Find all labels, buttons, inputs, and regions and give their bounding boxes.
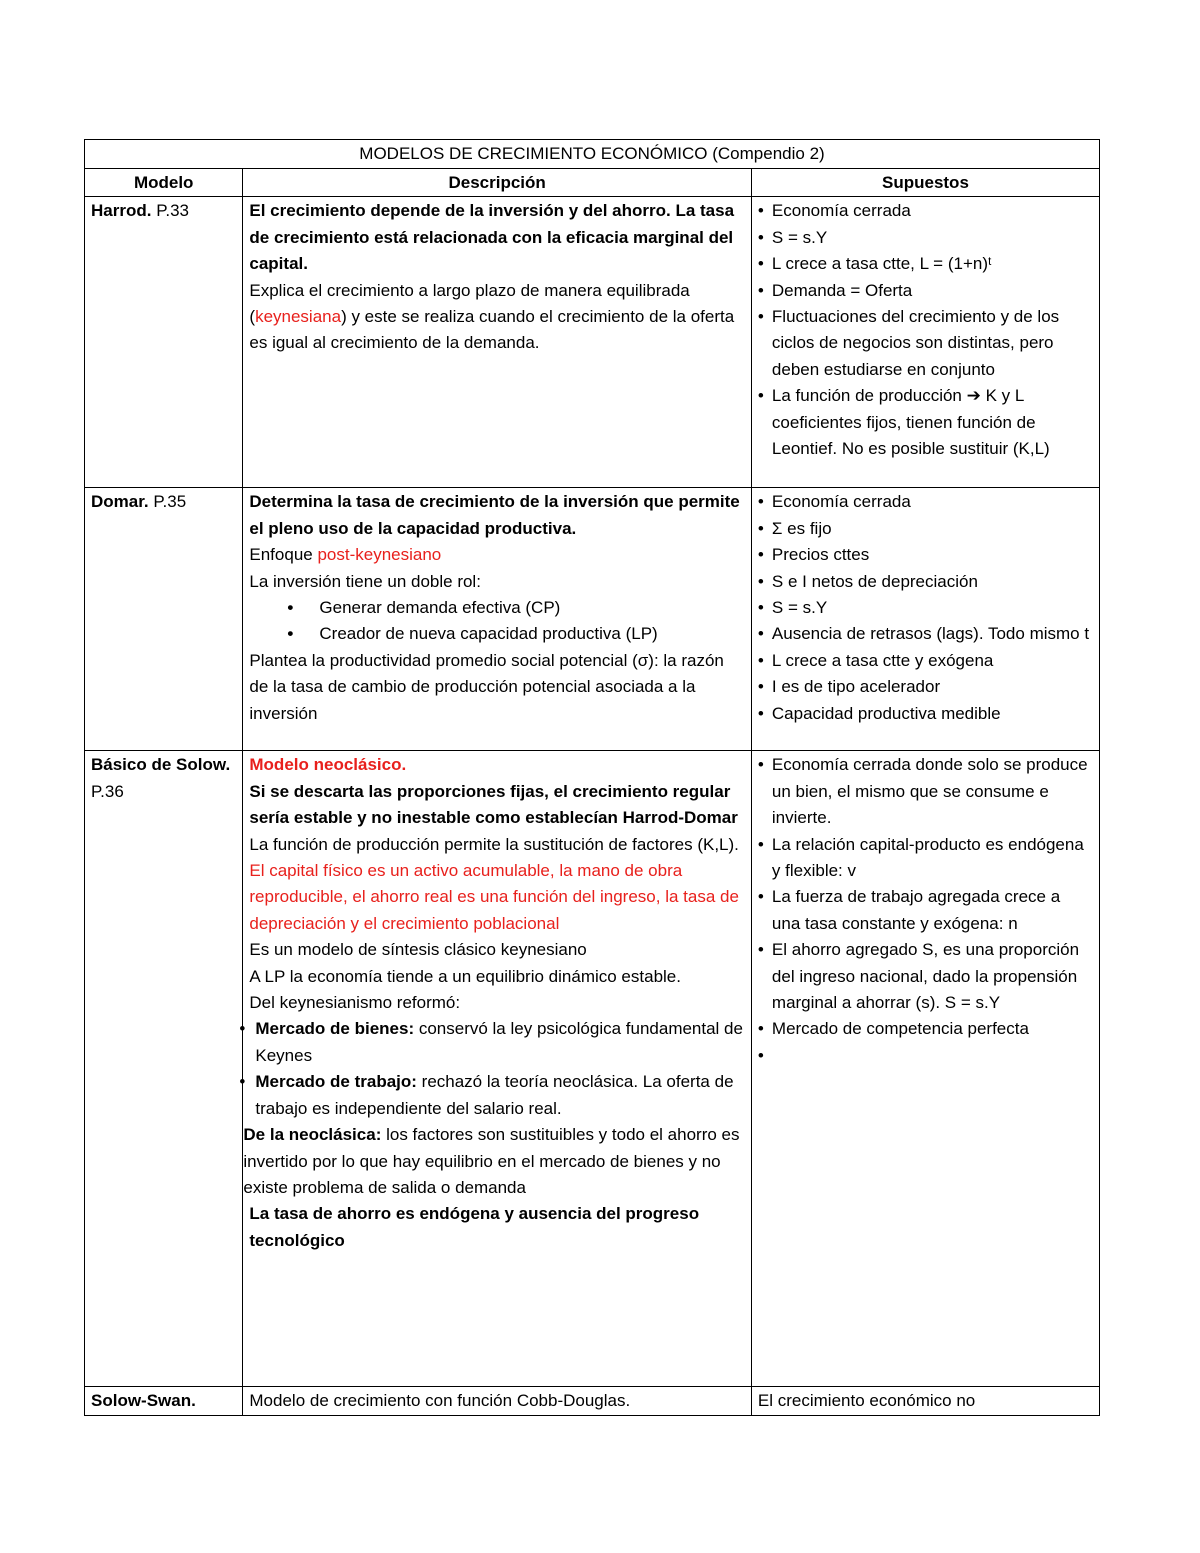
assumptions-list-solow-basic bbox=[758, 752, 1093, 1069]
list-item: • Ausencia de retrasos (lags). Todo mismo t bbox=[758, 621, 1093, 647]
list-item: • El ahorro agregado S, es una proporción del ingreso nacional, dado la propensión marginal a ahorrar (s). S = s.Y bbox=[758, 937, 1093, 1016]
solow-desc-red: El capital físico es un activo acumulable, la mano de obra reproducible, el ahorro real es una función del ingreso, la tasa de depreciación y el crecimiento poblacional bbox=[249, 861, 739, 933]
model-name: Básico de Solow. bbox=[91, 755, 231, 775]
header-description: Descripción bbox=[243, 169, 752, 197]
domar-approach-red: post-keynesiano bbox=[317, 545, 442, 565]
domar-desc-end: Plantea la productividad promedio social potencial (σ): la razón de la tasa de cambio de producción potencial asociada a la inversión bbox=[249, 650, 724, 723]
list-item: • Σ es fijo bbox=[758, 516, 1093, 542]
list-item: • La función de producción ➔ K y L coeficientes fijos, tienen función de Leontief. No es posible sustituir (K,L) bbox=[758, 383, 1093, 462]
domar-investment-intro: La inversión tiene un doble rol: bbox=[249, 571, 481, 591]
table-row-harrod bbox=[85, 197, 1100, 488]
neo-text: los factores son sustituibles y todo el ahorro es invertido por lo que hay equilibrio en el mercado de bienes y no existe problema de salida o demanda bbox=[243, 1125, 740, 1197]
list-item: • Mercado de competencia perfecta bbox=[758, 1016, 1093, 1042]
goods-label: Mercado de bienes: bbox=[255, 1019, 415, 1039]
domar-approach-label: Enfoque bbox=[249, 545, 318, 565]
solow-desc-red-bold: Modelo neoclásico. bbox=[249, 755, 407, 775]
solow-desc-4: Del keynesianismo reformó: bbox=[249, 993, 461, 1013]
list-item: • Generar demanda efectiva (CP) bbox=[319, 595, 745, 621]
assumptions-list-domar bbox=[758, 489, 1093, 727]
harrod-desc-1: Explica el crecimiento a largo plazo de manera equilibrada ( bbox=[249, 280, 690, 327]
description-cell-solow-basic bbox=[239, 751, 752, 1387]
assumptions-cell-solow-swan: El crecimiento económico no bbox=[751, 1387, 1099, 1415]
model-name: Harrod. bbox=[91, 201, 152, 221]
title-row bbox=[85, 140, 1100, 169]
list-item: • Capacidad productiva medible bbox=[758, 701, 1093, 727]
model-cell-solow-basic bbox=[85, 751, 246, 1387]
list-item: • Economía cerrada donde solo se produce un bien, el mismo que se consume e invierte. bbox=[758, 752, 1093, 831]
model-page: P.33 bbox=[151, 201, 189, 221]
solow-desc-2: Es un modelo de síntesis clásico keynesiano bbox=[249, 940, 587, 960]
solow-desc-bold: Si se descarta las proporciones fijas, el crecimiento regular sería estable y no inestable como establecían Harrod-Domar bbox=[249, 781, 738, 828]
growth-models-table bbox=[84, 139, 1100, 1416]
header-row bbox=[85, 169, 1100, 197]
list-item: • Economía cerrada bbox=[758, 198, 1093, 224]
model-cell-solow-swan: Solow-Swan. bbox=[85, 1387, 243, 1415]
assumptions-cell-domar bbox=[751, 488, 1099, 751]
document-page bbox=[84, 139, 1100, 1416]
list-item: • Precios cttes bbox=[758, 542, 1093, 568]
list-item: • I es de tipo acelerador bbox=[758, 674, 1093, 700]
goods-market-item bbox=[239, 1016, 745, 1069]
header-assumptions: Supuestos bbox=[751, 169, 1099, 197]
solow-desc-3: A LP la economía tiende a un equilibrio dinámico estable. bbox=[249, 966, 681, 986]
harrod-desc-2: ) y este se realiza cuando el crecimiento de la oferta es igual al crecimiento de la demanda. bbox=[249, 307, 735, 353]
bullet-icon: • bbox=[239, 1072, 246, 1092]
list-item: • Fluctuaciones del crecimiento y de los ciclos de negocios son distintas, pero deben estudiarse en conjunto bbox=[758, 304, 1093, 383]
table-title: MODELOS DE CRECIMIENTO ECONÓMICO (Compendio 2) bbox=[85, 140, 1100, 169]
model-cell-domar bbox=[85, 488, 243, 751]
list-item: • Demanda = Oferta bbox=[758, 278, 1093, 304]
description-cell-solow-swan: Modelo de crecimiento con función Cobb-Douglas. bbox=[243, 1387, 752, 1415]
list-item: • La relación capital-producto es endógena y flexible: v bbox=[758, 832, 1093, 885]
assumptions-cell-harrod bbox=[751, 197, 1099, 488]
list-item: • La fuerza de trabajo agregada crece a una tasa constante y exógena: n bbox=[758, 884, 1093, 937]
description-cell-domar bbox=[243, 488, 752, 751]
list-item: • S = s.Y bbox=[758, 225, 1093, 251]
solow-desc-1: La función de producción permite la sustitución de factores (K,L). bbox=[249, 834, 739, 854]
list-item: • S e I netos de depreciación bbox=[758, 569, 1093, 595]
assumptions-cell-solow-basic bbox=[751, 751, 1099, 1387]
goods-text: conservó la ley psicológica fundamental de Keynes bbox=[255, 1019, 743, 1065]
harrod-desc-bold: El crecimiento depende de la inversión y del ahorro. La tasa de crecimiento está relacionada con la eficacia marginal del capital bbox=[249, 201, 735, 274]
table-row-solow-swan bbox=[85, 1387, 1100, 1415]
labor-text: rechazó la teoría neoclásica. La oferta de trabajo es independiente del salario real. bbox=[255, 1072, 734, 1118]
domar-desc-bold: Determina la tasa de crecimiento de la inversión que permite el pleno uso de la capacidad productiva. bbox=[249, 492, 740, 538]
list-item: • Economía cerrada bbox=[758, 489, 1093, 515]
description-cell-harrod bbox=[243, 197, 752, 488]
assumptions-list-harrod bbox=[758, 198, 1093, 462]
solow-desc-bold-end: La tasa de ahorro es endógena y ausencia del progreso tecnológico bbox=[249, 1204, 700, 1250]
harrod-desc-bold-end: . bbox=[303, 254, 308, 274]
model-name: Domar. bbox=[91, 492, 149, 512]
labor-label: Mercado de trabajo: bbox=[255, 1072, 417, 1092]
list-item: • L crece a tasa ctte, L = (1+n)ᵗ bbox=[758, 251, 1093, 277]
model-cell-harrod bbox=[85, 197, 243, 488]
list-item: • S = s.Y bbox=[758, 595, 1093, 621]
list-item: • L crece a tasa ctte y exógena bbox=[758, 648, 1093, 674]
labor-market-item bbox=[239, 1069, 745, 1122]
harrod-desc-red: keynesiana bbox=[255, 307, 342, 327]
model-page: P.36 bbox=[91, 781, 124, 801]
neoclassical-item bbox=[243, 1122, 745, 1201]
model-page: P.35 bbox=[148, 492, 187, 512]
investment-roles-list bbox=[249, 595, 745, 648]
list-item bbox=[758, 1043, 1093, 1069]
header-model: Modelo bbox=[85, 169, 243, 197]
list-item: • Creador de nueva capacidad productiva (LP) bbox=[319, 621, 745, 647]
bullet-icon: • bbox=[239, 1019, 246, 1039]
table-row-solow-basic bbox=[85, 751, 1100, 1387]
table-row-domar bbox=[85, 488, 1100, 751]
neo-label: De la neoclásica: bbox=[243, 1125, 382, 1145]
